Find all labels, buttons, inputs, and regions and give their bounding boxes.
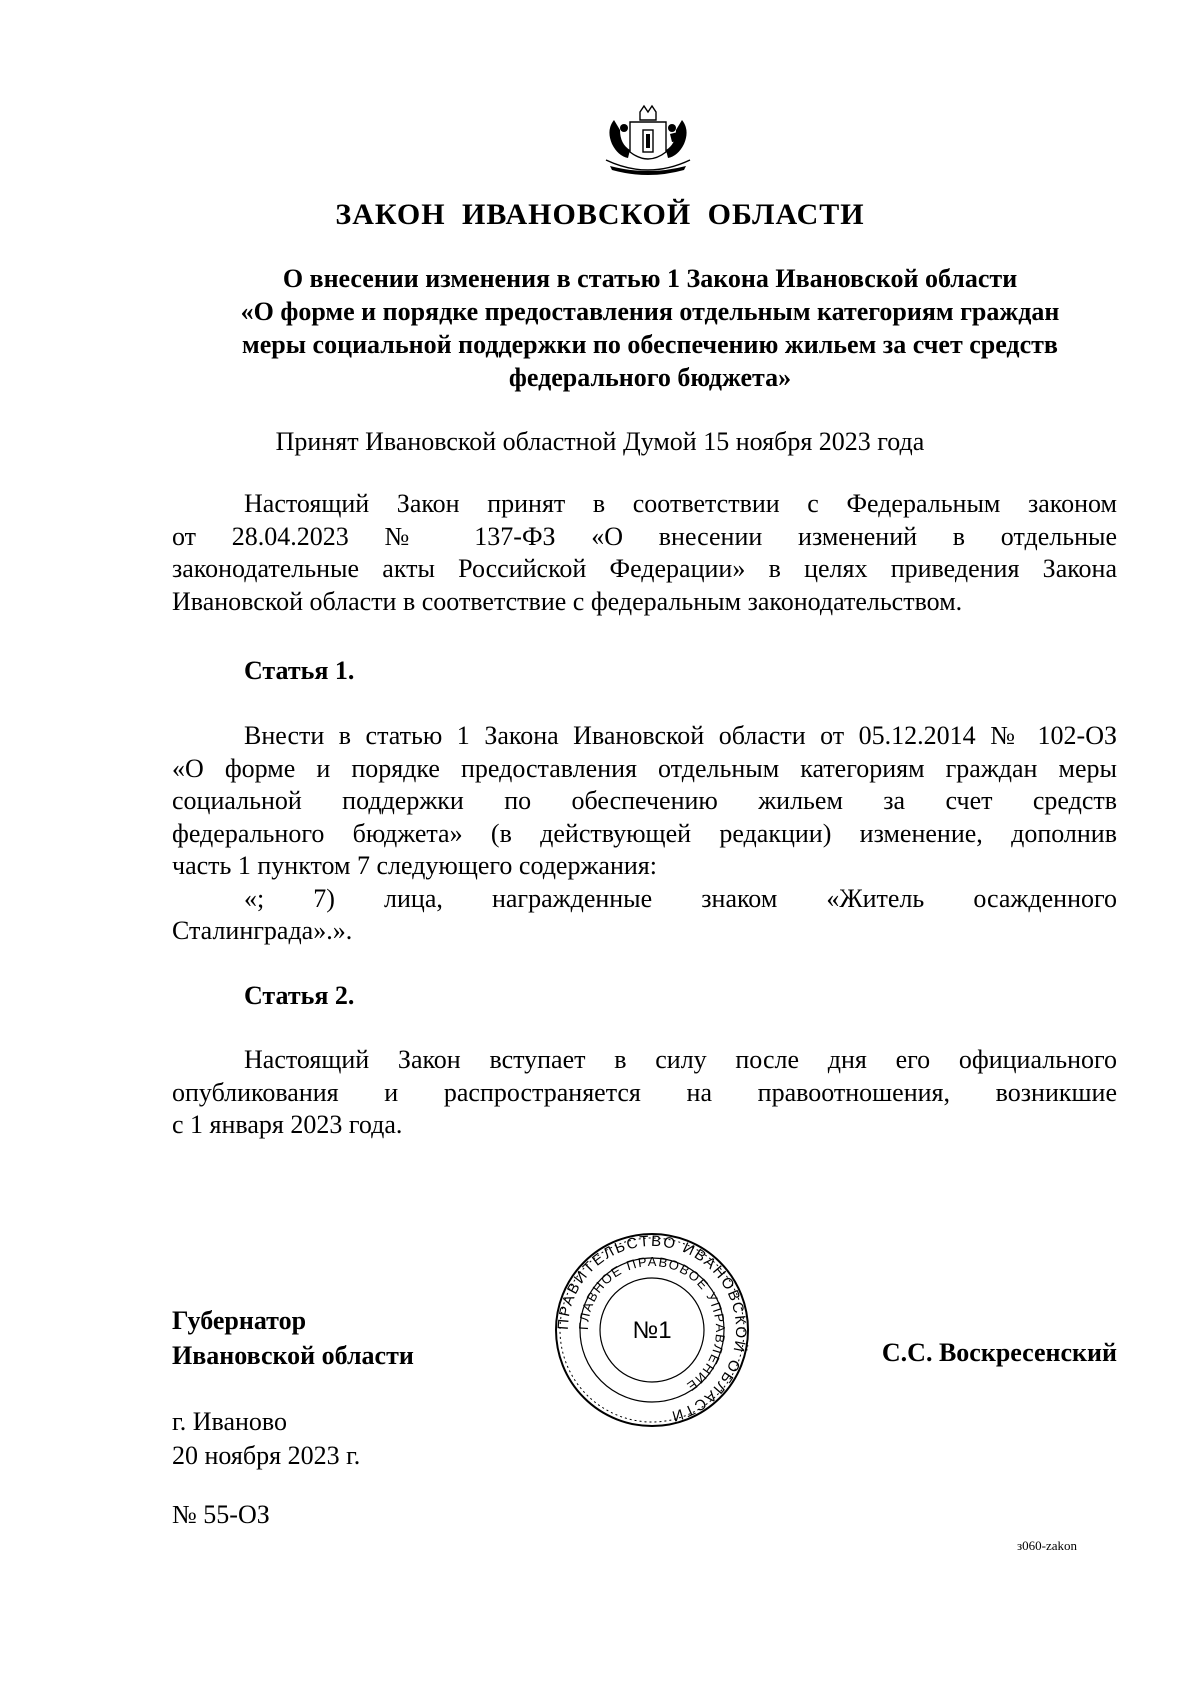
signing-date: 20 ноября 2023 г.: [172, 1441, 361, 1470]
signatory-position-line: Губернатор: [172, 1306, 307, 1335]
law-subject: [150, 262, 1150, 394]
article-1-line: часть 1 пунктом 7 следующего содержания:: [172, 851, 657, 880]
law-subject-line: федерального бюджета»: [508, 363, 792, 392]
official-stamp: [552, 1230, 752, 1430]
stamp-number: №1: [632, 1317, 672, 1344]
signing-city: г. Иваново: [172, 1407, 287, 1436]
adoption-line: Принят Ивановской областной Думой 15 ноября 2023 года: [275, 427, 925, 456]
place-and-date: [172, 1405, 360, 1473]
signatory-position-line: Ивановской области: [172, 1341, 414, 1370]
article-2-body: [172, 1044, 1117, 1142]
article-1-line: «О форме и порядке предоставления отдельным категориям граждан меры: [172, 753, 1117, 783]
article-1-line: федерального бюджета» (в действующей редакции) изменение, дополнив: [172, 818, 1117, 848]
preamble-line: Ивановской области в соответствие с федеральным законодательством.: [172, 586, 963, 616]
law-subject-line: «О форме и порядке предоставления отдельным категориям граждан: [240, 297, 1060, 326]
ivanovo-coat-of-arms-icon: [600, 100, 696, 180]
preamble-line: законодательные акты Российской Федерации» в целях приведения Закона: [172, 554, 1117, 583]
law-number: № 55-ОЗ: [172, 1500, 270, 1529]
article-1-heading: Статья 1.: [244, 656, 355, 685]
signatory-position: [172, 1303, 414, 1373]
preamble: [172, 488, 1117, 618]
stamp-outer-text: ПРАВИТЕЛЬСТВО ИВАНОВСКОЙ ОБЛАСТИ: [554, 1232, 750, 1425]
article-2-line: опубликования и распространяется на правоотношения, возникшие: [172, 1077, 1117, 1107]
article-1-line: социальной поддержки по обеспечению жильем за счет средств: [172, 786, 1117, 815]
article-1-line: Сталинграда».».: [172, 916, 353, 945]
preamble-line: от 28.04.2023 № 137-ФЗ «О внесении изменений в отдельные: [172, 521, 1117, 551]
signatory-name: С.С. Воскресенский: [881, 1338, 1117, 1367]
article-1-line: Внести в статью 1 Закона Ивановской области от 05.12.2014 № 102-ОЗ: [244, 721, 1117, 750]
article-2-line: с 1 января 2023 года.: [172, 1110, 403, 1139]
document-code: з060-zakon: [1017, 1538, 1078, 1553]
article-1-body: [172, 720, 1117, 948]
article-2-line: Настоящий Закон вступает в силу после дня его официального: [244, 1045, 1117, 1074]
law-title: ЗАКОН ИВАНОВСКОЙ ОБЛАСТИ: [335, 198, 865, 231]
preamble-line: Настоящий Закон принят в соответствии с Федеральным законом: [244, 489, 1117, 518]
law-subject-line: меры социальной поддержки по обеспечению жильем за счет средств: [242, 330, 1058, 359]
law-subject-line: О внесении изменения в статью 1 Закона Ивановской области: [282, 264, 1018, 293]
stamp-inner-text: ГЛАВНОЕ ПРАВОВОЕ УПРАВЛЕНИЕ: [575, 1253, 729, 1395]
article-1-line: «; 7) лица, награжденные знаком «Житель осажденного: [244, 883, 1117, 913]
article-2-heading: Статья 2.: [244, 981, 355, 1010]
